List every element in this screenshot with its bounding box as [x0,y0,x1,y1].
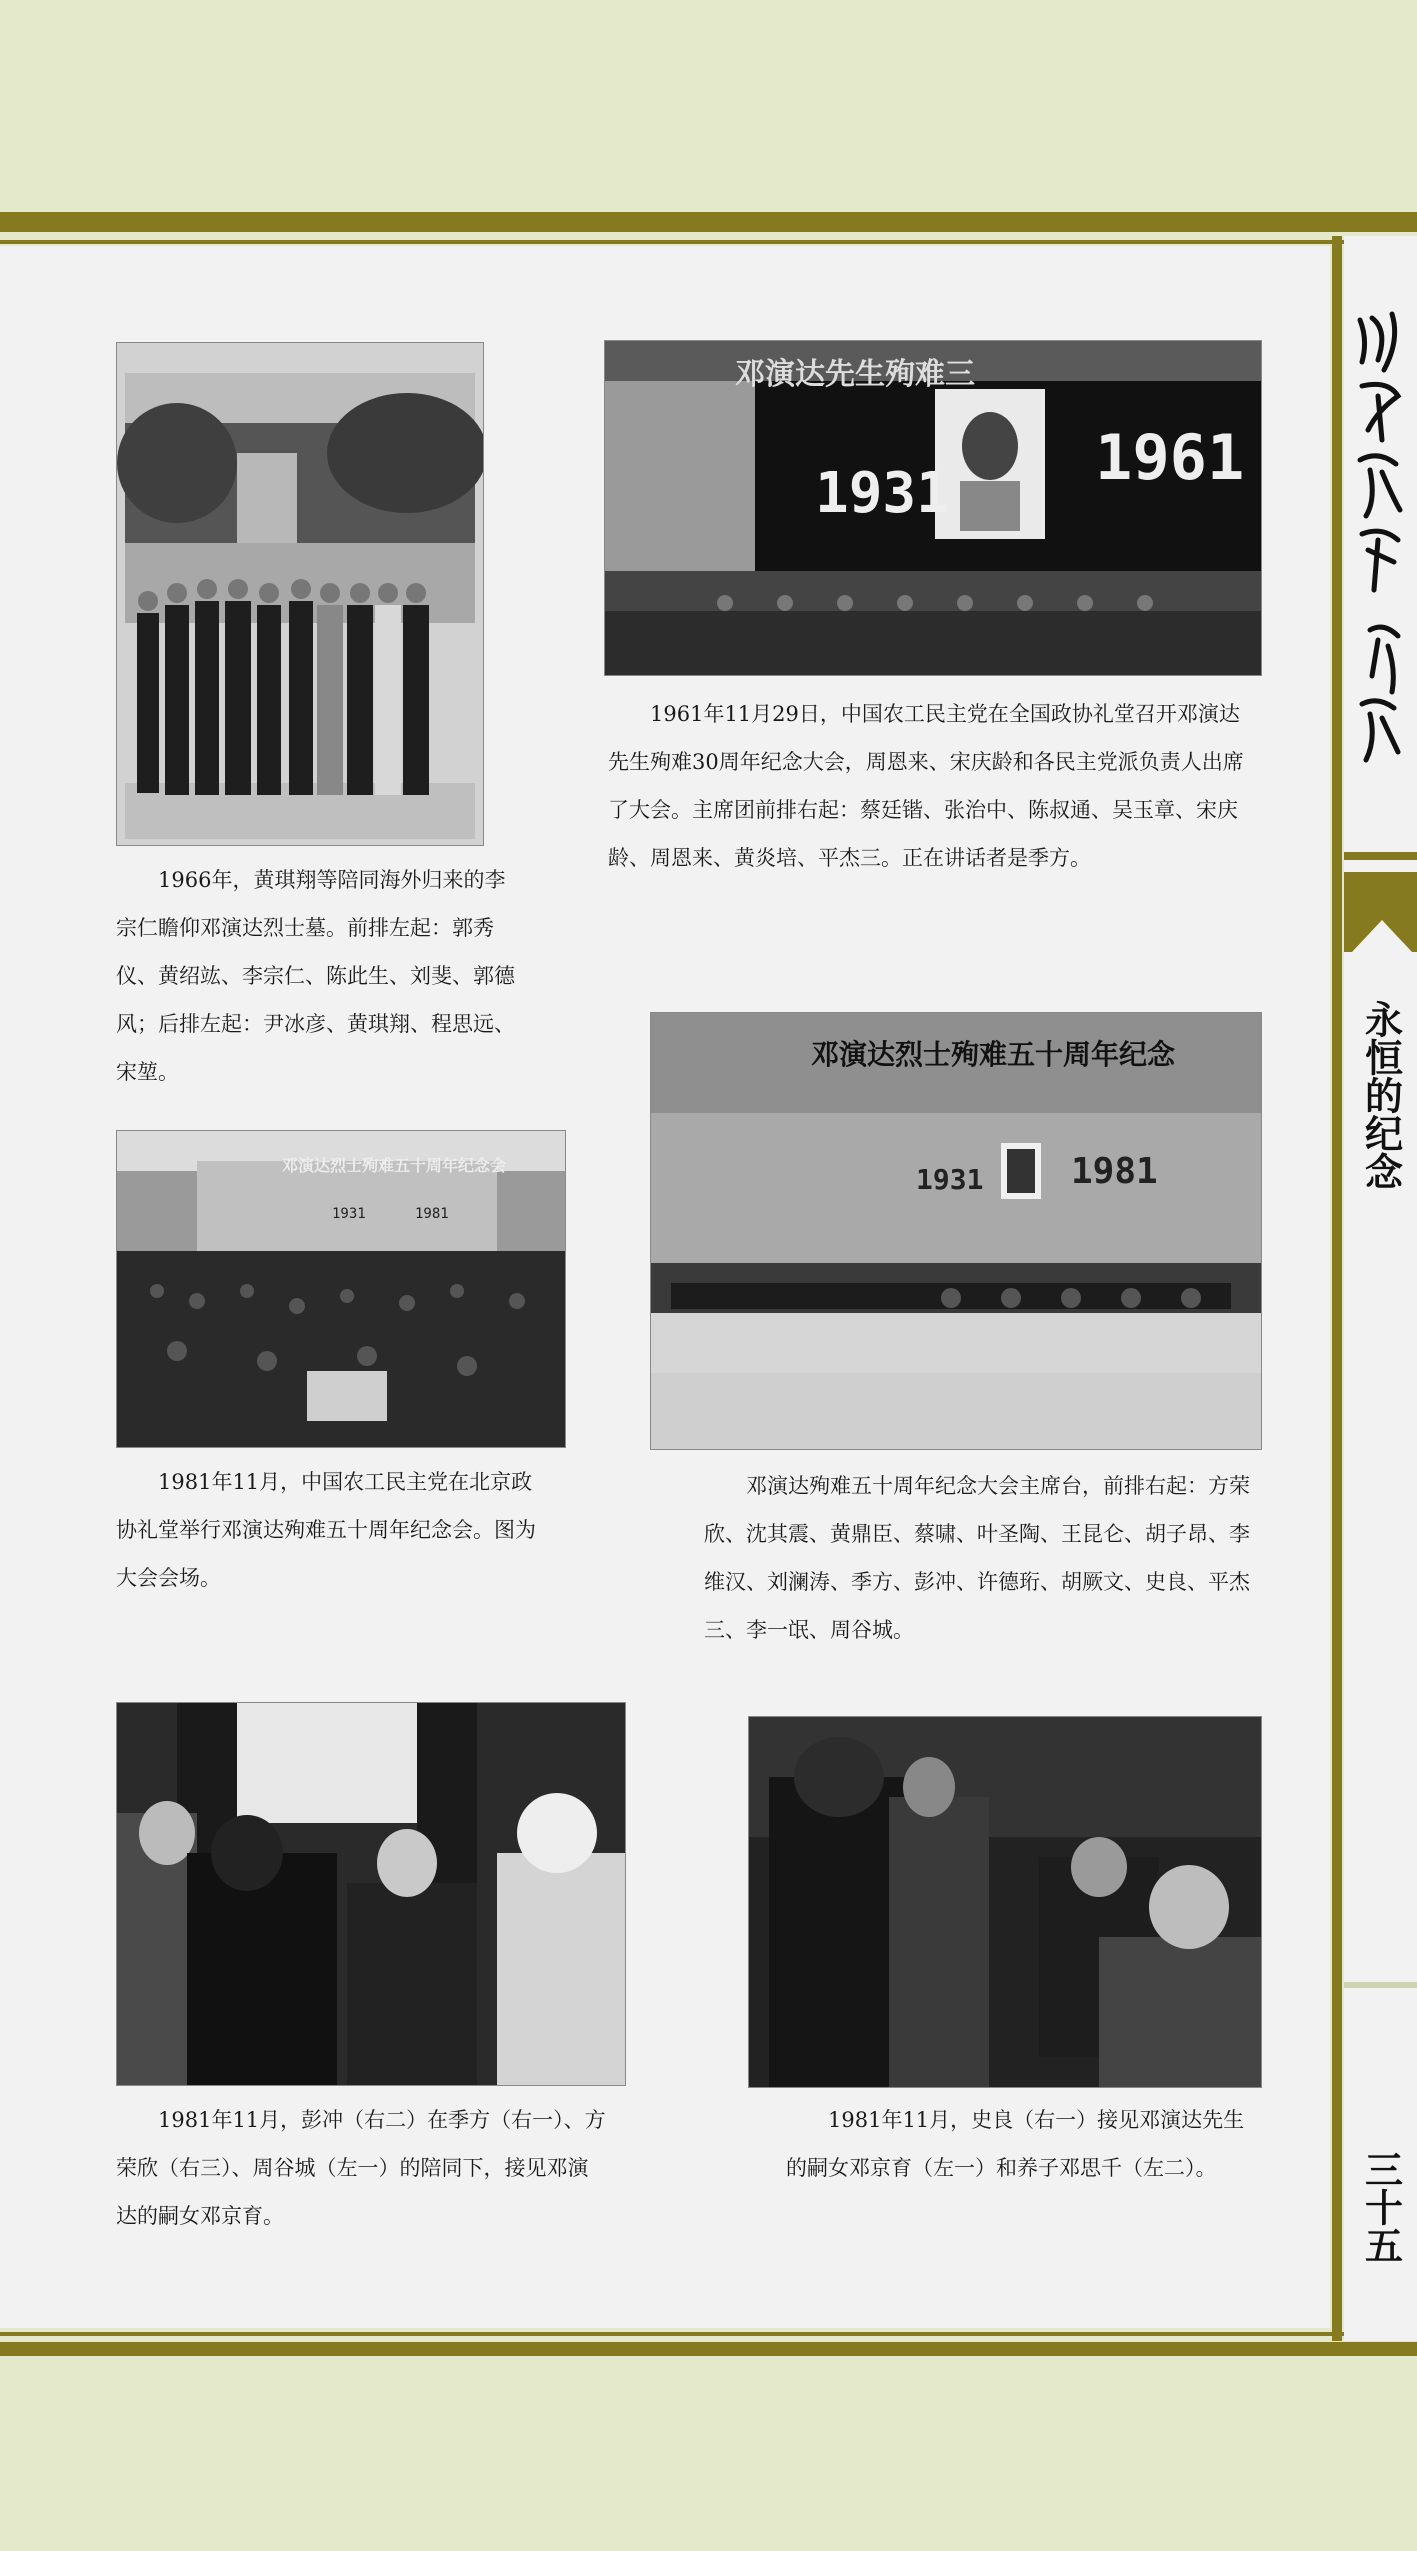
calligraphy-title [1348,300,1414,770]
sidebar-rule [1332,236,1342,2341]
photo-1981-presidium [650,1012,1262,1450]
photo-memorial-group [116,342,484,846]
sidebar-separator [1344,852,1417,860]
photo-1961-year-right: 1961 [1095,421,1245,494]
bottom-band [0,2342,1417,2356]
page-number [1344,2150,1417,2273]
sidebar-tab-arrow [1352,920,1412,952]
caption-shiliang-meeting: 1981年11月，史良（右一）接见邓演达先生的嗣女邓京育（左一）和养子邓思千（左二）。 [786,2108,1245,2180]
photo-1981-hall-banner: 邓演达烈士殉难五十周年纪念会 [282,1156,507,1175]
photo-pengchong-meeting [116,1702,626,2086]
photo-1981-presidium-banner: 邓演达烈士殉难五十周年纪念 [811,1038,1176,1071]
photo-1981-hall-year-right: 1981 [415,1206,449,1222]
photo-1961-banner: 邓演达先生殉难三 [735,357,975,392]
top-rule [0,240,1417,244]
photo-1981-hall-year-left: 1931 [332,1206,366,1222]
photo-1981-presidium-image [651,1013,1261,1449]
caption-1961-meeting: 1961年11月29日，中国农工民主党在全国政协礼堂召开邓演达先生殉难30周年纪念大会，周恩来、宋庆龄和各民主党派负责人出席了大会。主席团前排右起：蔡廷锴、张治中、陈叔通、吴玉章、宋庆龄、周恩来、黄炎培、平杰三。正在讲话者是季方。 [608,702,1244,870]
top-band [0,212,1417,232]
sidebar-separator-lower [1344,1982,1417,1988]
page-number-text: 三十五 [1358,2150,1403,2264]
photo-shiliang-meeting [748,1716,1262,2088]
section-title-text: 永恒的纪念 [1358,1000,1403,1190]
bottom-rule [0,2332,1417,2336]
photo-1981-presidium-year-left: 1931 [916,1163,984,1196]
caption-1981-presidium: 邓演达殉难五十周年纪念大会主席台，前排右起：方荣欣、沈其震、黄鼎臣、蔡啸、叶圣陶、王昆仑、胡子昂、李维汉、刘澜涛、季方、彭冲、许德珩、胡厥文、史良、平杰三、李一氓、周谷城。 [704,1474,1250,1642]
photo-shiliang-meeting-image [749,1717,1261,2087]
caption-1981-hall: 1981年11月，中国农工民主党在北京政协礼堂举行邓演达殉难五十周年纪念会。图为大会会场。 [116,1470,536,1590]
photo-pengchong-meeting-image [117,1703,625,2085]
photo-1961-year-left: 1931 [815,461,950,526]
caption-pengchong-meeting: 1981年11月，彭冲（右二）在季方（右一）、方荣欣（右三）、周谷城（左一）的陪同下，接见邓演达的嗣女邓京育。 [116,2108,606,2228]
calligraphy-drawing [1348,300,1414,770]
photo-memorial-group-image [117,343,483,845]
section-title [1344,1000,1417,1200]
caption-memorial-group: 1966年，黄琪翔等陪同海外归来的李宗仁瞻仰邓演达烈士墓。前排左起：郭秀仪、黄绍竑、李宗仁、陈此生、刘斐、郭德风；后排左起：尹冰彦、黄琪翔、程思远、宋堃。 [116,868,515,1084]
photo-1961-meeting [604,340,1262,676]
photo-1981-presidium-year-right: 1981 [1071,1151,1158,1192]
photo-1981-hall [116,1130,566,1448]
photo-1981-hall-image [117,1131,565,1447]
